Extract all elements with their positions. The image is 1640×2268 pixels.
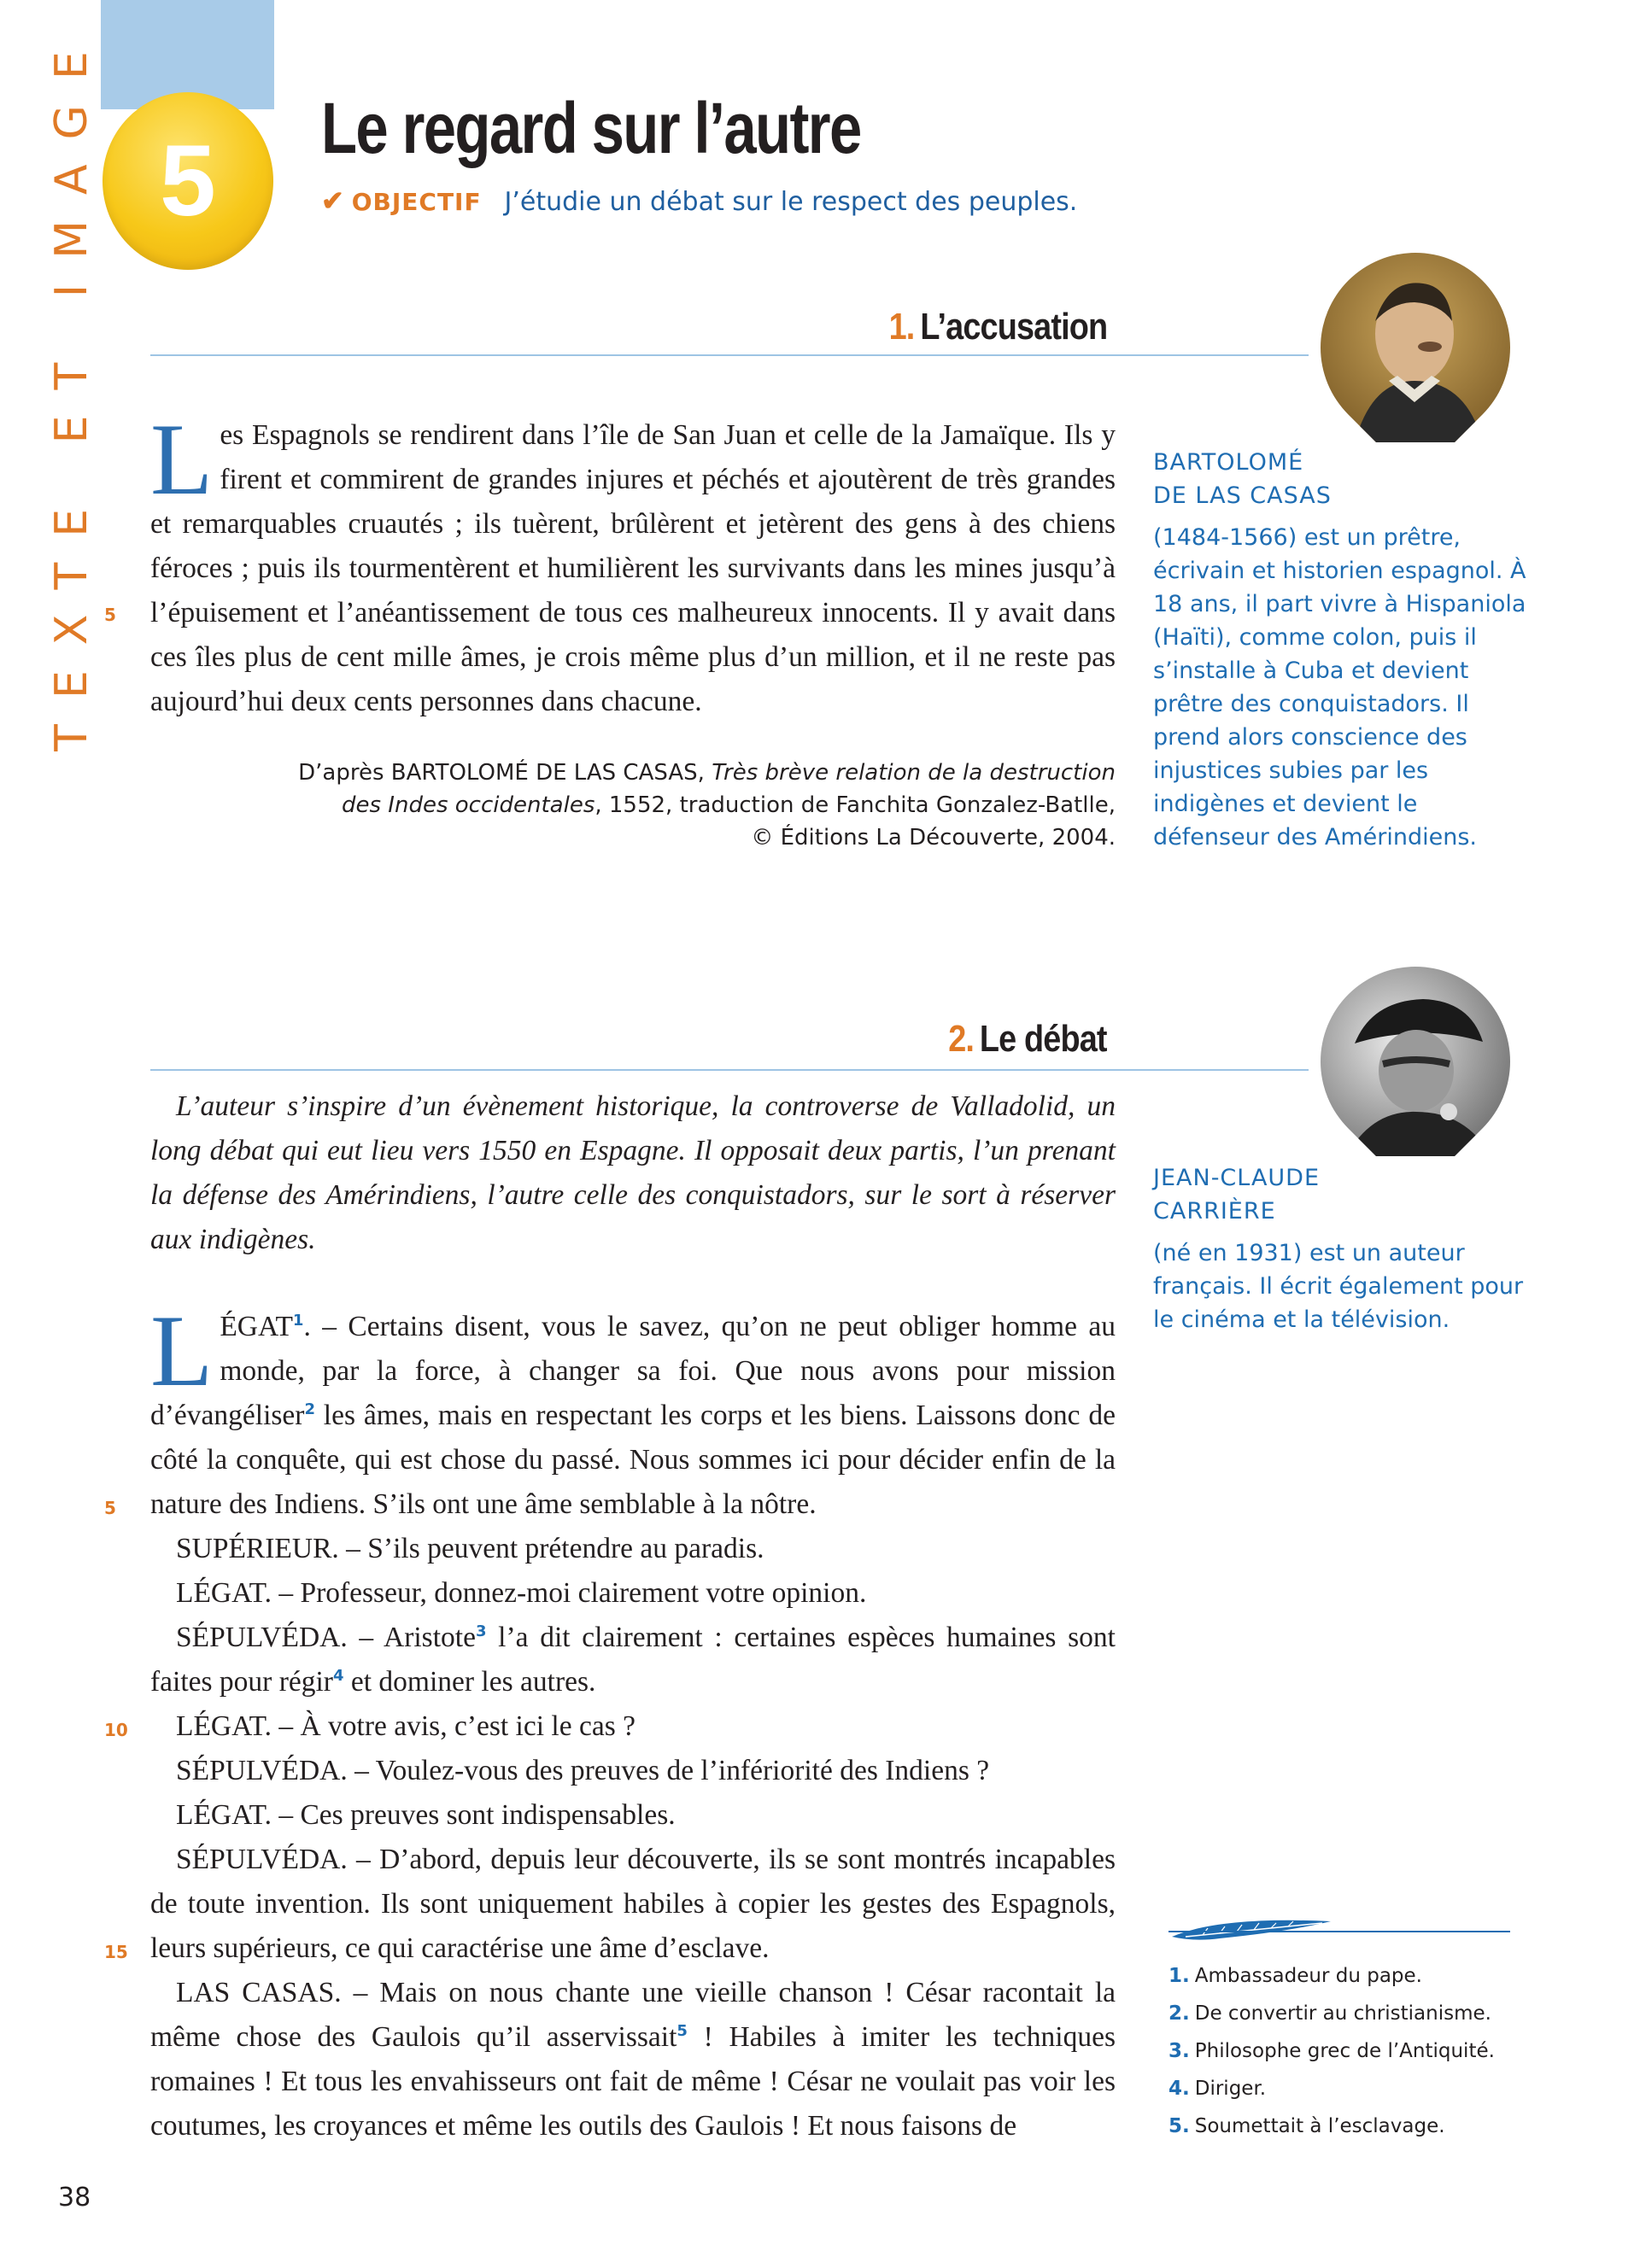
side-label: [38, 26, 106, 751]
footnote-ref-3: 3: [475, 1622, 487, 1640]
check-icon: ✔: [321, 185, 344, 216]
line-number: 5: [104, 1498, 116, 1518]
side-label-text: TEXTE ET IMAGE: [46, 26, 98, 751]
section1-text: [150, 402, 1116, 724]
footnote-ref-4: 4: [332, 1666, 344, 1685]
footnote-number: 2.: [1168, 2002, 1190, 2025]
dialogue-p9-b: ! Habiles à imiter les techniques romaines ! Et tous les envahisseurs ont fait de même ! César ne voulait pas voir les coutumes, les croyances et même les outils des Gaulois ! Et nous faisons de: [150, 2021, 1116, 2142]
dropcap-2: L: [150, 1294, 214, 1407]
bio1-text: (1484-1566) est un prêtre, écrivain et historien espagnol. À 18 ans, il part vivre à Hispaniola (Haïti), comme colon, puis il s’installe à Cuba et devient prêtre des conquistadors. Il prend alors conscience des injustices subies par les indigènes et devient le défenseur des Amérindiens.: [1153, 524, 1526, 850]
footnote-item: [1168, 2070, 1544, 2107]
dialogue-p9-a: LAS CASAS. – Mais on nous chante une vieille chanson ! César racontait la même chose des Gaulois qu’il asservissait: [150, 1977, 1116, 2053]
line-number: 15: [104, 1942, 128, 1962]
section1-rule: [150, 354, 1309, 356]
line-number: 5: [104, 605, 116, 625]
footnote-item: [1168, 1995, 1544, 2032]
objective-label: OBJECTIF: [351, 188, 482, 216]
portrait-carriere-image: [1321, 967, 1510, 1156]
footnote-ref-5: 5: [676, 2021, 688, 2040]
source-copyright: © Éditions La Découverte, 2004.: [751, 825, 1116, 850]
dialogue-p7: LÉGAT. – Ces preuves sont indispensables.: [176, 1799, 676, 1831]
section2-heading: [949, 1018, 1107, 1061]
dialogue-p1-c: les âmes, mais en respectant les corps et les biens. Laissons donc de côté la conquête, qui est chose du passé. Nous sommes ici pour décider enfin de la nature des Indiens. S’ils ont une âme semblable à la nôtre.: [150, 1400, 1116, 1520]
footnote-text: Soumettait à l’esclavage.: [1194, 2115, 1445, 2137]
section2-title: Le débat: [980, 1018, 1107, 1060]
footnote-text: De convertir au christianisme.: [1194, 2002, 1491, 2025]
bio2-name-line1: JEAN-CLAUDE: [1153, 1165, 1321, 1191]
footnote-rule: [1168, 1931, 1510, 1932]
footnote-text: Ambassadeur du pape.: [1194, 1965, 1422, 1987]
dialogue-p6: SÉPULVÉDA. – Voulez-vous des preuves de l’infériorité des Indiens ?: [176, 1755, 990, 1786]
portrait-las-casas-image: [1321, 253, 1510, 442]
bio-carriere: [1153, 1161, 1529, 1336]
dialogue-p4: [150, 1616, 1116, 1704]
footnote-number: 1.: [1168, 1965, 1190, 1987]
chapter-badge: [102, 92, 273, 270]
source-work-title: Très brève relation de la destruction: [712, 760, 1116, 786]
dialogue-p4-a: SÉPULVÉDA. – Aristote: [176, 1622, 476, 1653]
source-details: , 1552, traduction de Fanchita Gonzalez-Batlle,: [594, 792, 1116, 818]
footnote-number: 5.: [1168, 2115, 1190, 2137]
quill-icon: [1168, 1913, 1339, 1947]
dialogue-p4-b: l’a dit clairement : certaines espèces humaines sont faites pour régir: [150, 1622, 1116, 1698]
section2-number: 2.: [948, 1018, 975, 1060]
line-number: 10: [104, 1720, 128, 1740]
dropcap: L: [150, 402, 214, 516]
footnote-text: Philosophe grec de l’Antiquité.: [1194, 2040, 1495, 2062]
objective: [321, 184, 1077, 217]
bio2-text: (né en 1931) est un auteur français. Il écrit également pour le cinéma et la télévision.: [1153, 1240, 1524, 1333]
dialogue-p9: [150, 1971, 1116, 2148]
bio1-name-line1: BARTOLOMÉ: [1153, 449, 1304, 476]
section2-dialogue: [150, 1294, 1116, 2148]
chapter-number: 5: [160, 125, 216, 237]
footnote-number: 3.: [1168, 2040, 1190, 2062]
source-author: D’après BARTOLOMÉ DE LAS CASAS,: [298, 760, 712, 786]
section1-paragraph: es Espagnols se rendirent dans l’île de San Juan et celle de la Jamaïque. Ils y firent et commirent de grandes injures et péchés et ajoutèrent de très grandes et remarquables cruautés ; ils tuèrent, brûlèrent et jetèrent des gens à des chiens féroces ; puis ils tourmentèrent et humilièrent les survivants dans les mines jusqu’à l’épuisement et l’anéantissement de tous ces malheureux innocents. Il y avait dans ces îles plus de cent mille âmes, je crois même plus d’un million, et il ne reste pas aujourd’hui deux cents personnes dans chacune.: [150, 419, 1116, 717]
footnotes: [1168, 1957, 1544, 2145]
dialogue-p4-c: et dominer les autres.: [343, 1666, 596, 1698]
dialogue-p5: LÉGAT. – À votre avis, c’est ici le cas ?: [176, 1710, 636, 1742]
section1-source: [150, 757, 1116, 854]
dialogue-p3: LÉGAT. – Professeur, donnez-moi clairement votre opinion.: [176, 1577, 867, 1609]
dialogue-p8: SÉPULVÉDA. – D’abord, depuis leur découverte, ils se sont montrés incapables de toute invention. Ils sont uniquement habiles à copier les gestes des Espagnols, leurs supérieurs, ce qui caractérise une âme d’esclave.: [150, 1844, 1116, 1964]
footnote-number: 4.: [1168, 2078, 1190, 2100]
section1-title: L’accusation: [920, 306, 1107, 348]
page-title: Le regard sur l’autre: [321, 88, 861, 168]
bio1-name-line2: DE LAS CASAS: [1153, 482, 1332, 509]
bio-las-casas: [1153, 446, 1529, 854]
source-work-title-cont: des Indes occidentales: [342, 792, 595, 818]
dialogue-p1-b: . – Certains disent, vous le savez, qu’on ne peut obliger homme au monde, par la force, à changer sa foi. Que nous avons pour mission d’évangéliser: [150, 1311, 1116, 1431]
portrait-las-casas: [1281, 213, 1549, 482]
section1-heading: [888, 306, 1107, 348]
section2-intro: L’auteur s’inspire d’un évènement historique, la controverse de Valladolid, un long débat qui eut lieu vers 1550 en Espagne. Il opposait deux partis, l’un prenant la défense des Amérindiens, l’autre celle des conquistadors, sur le sort à réserver aux indigènes.: [150, 1090, 1116, 1255]
dialogue-p1-a: ÉGAT: [220, 1311, 293, 1342]
footnote-ref-1: 1: [292, 1311, 304, 1330]
footnote-item: [1168, 2107, 1544, 2145]
page-number: 38: [58, 2183, 91, 2212]
footnote-item: [1168, 1957, 1544, 1995]
section1-number: 1.: [888, 306, 915, 348]
bio2-name-line2: CARRIÈRE: [1153, 1198, 1276, 1225]
portrait-carriere: [1281, 927, 1549, 1195]
footnote-text: Diriger.: [1194, 2078, 1267, 2100]
dialogue-p2: SUPÉRIEUR. – S’ils peuvent prétendre au paradis.: [176, 1533, 764, 1564]
footnote-item: [1168, 2032, 1544, 2070]
section2-rule: [150, 1069, 1309, 1071]
footnote-ref-2: 2: [304, 1400, 315, 1418]
dialogue-p1: [150, 1294, 1116, 1527]
objective-text: J’étudie un débat sur le respect des peuples.: [504, 187, 1078, 217]
